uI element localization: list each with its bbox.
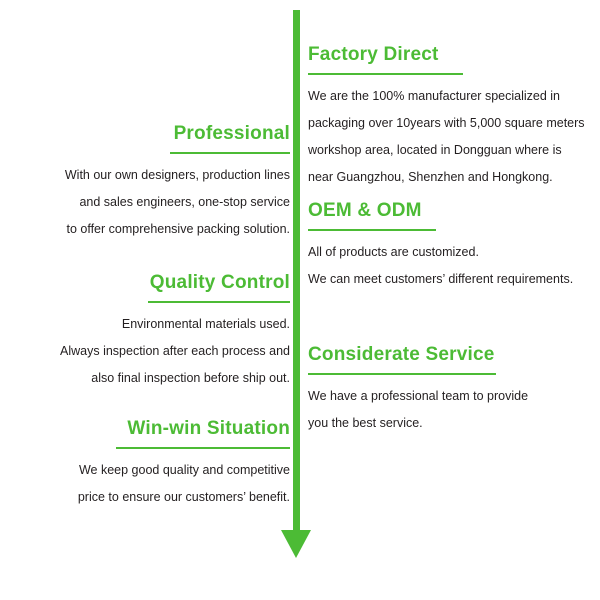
down-arrow-shaft-icon (293, 10, 300, 535)
body-line: near Guangzhou, Shenzhen and Hongkong. (308, 169, 553, 184)
heading-underline (170, 152, 290, 154)
body-line: We keep good quality and competitive (78, 462, 290, 477)
block-win-win-situation (18, 418, 290, 511)
block-heading-oem-odm: OEM & ODM (308, 200, 422, 221)
block-body-oem-odm (308, 239, 590, 293)
block-body-win-win-situation (18, 457, 290, 511)
heading-underline (308, 229, 436, 231)
block-heading-quality-control: Quality Control (149, 272, 290, 293)
block-heading-factory-direct: Factory Direct (308, 44, 439, 65)
body-line: All of products are customized. (308, 244, 479, 259)
block-considerate-service (308, 344, 590, 437)
block-body-factory-direct (308, 83, 590, 191)
body-line: also final inspection before ship out. (91, 370, 290, 385)
body-line: We have a professional team to provide (308, 388, 529, 403)
body-line: and sales engineers, one-stop service (79, 194, 290, 209)
block-heading-considerate-service: Considerate Service (308, 344, 495, 365)
body-line: Always inspection after each process and (60, 343, 290, 358)
block-quality-control (18, 272, 290, 392)
body-line: packaging over 10years with 5,000 square meters (308, 115, 585, 130)
heading-underline (148, 301, 290, 303)
body-line: price to ensure our customers’ benefit. (77, 489, 290, 504)
body-line: We are the 100% manufacturer specialized in (308, 88, 560, 103)
body-line: With our own designers, production lines (64, 167, 290, 182)
block-body-considerate-service (308, 383, 590, 437)
block-body-quality-control (18, 311, 290, 392)
body-line: you the best service. (308, 415, 423, 430)
block-professional (18, 123, 290, 243)
block-oem-odm (308, 200, 590, 293)
body-line: Environmental materials used. (121, 316, 290, 331)
down-arrow-head-icon (281, 530, 311, 558)
body-line: to offer comprehensive packing solution. (66, 221, 290, 236)
heading-underline (308, 373, 496, 375)
body-line: We can meet customers’ different requirements. (308, 271, 574, 286)
heading-underline (308, 73, 463, 75)
block-body-professional (18, 162, 290, 243)
block-factory-direct (308, 44, 590, 191)
heading-underline (116, 447, 290, 449)
body-line: workshop area, located in Dongguan where is (308, 142, 562, 157)
block-heading-win-win-situation: Win-win Situation (127, 418, 290, 439)
block-heading-professional: Professional (173, 123, 290, 144)
